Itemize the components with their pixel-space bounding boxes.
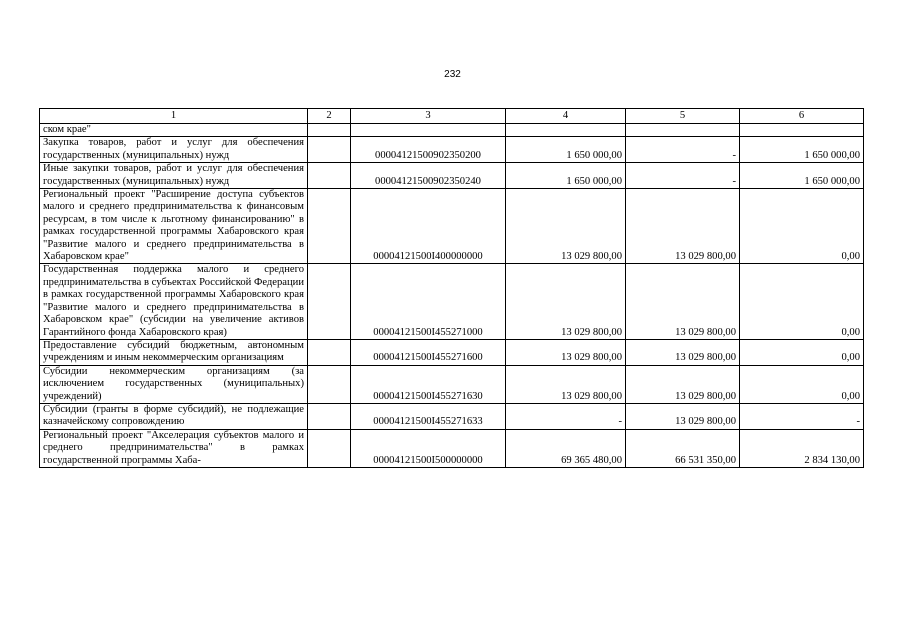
- page-number: 232: [444, 69, 461, 80]
- row-code: 00004121500902350200: [351, 137, 506, 163]
- row-code: 00004121500902350240: [351, 163, 506, 189]
- table-row: [40, 137, 864, 163]
- table-row: [40, 403, 864, 429]
- table-row: [40, 339, 864, 365]
- row-col-2: [308, 365, 351, 403]
- row-name: Региональный проект "Расширение доступа субъектов малого и среднего предпринимательства к финансовым ресурсам, в том числе к льготному финансированию" в рамках государственной программы Хабаровского края "Развитие малого и среднего предпринимательства в Хабаровском крае": [40, 189, 308, 264]
- row-col-4: 1 650 000,00: [506, 137, 626, 163]
- row-code: 00004121500I455271633: [351, 403, 506, 429]
- row-col-4: 13 029 800,00: [506, 264, 626, 339]
- row-name: Закупка товаров, работ и услуг для обеспечения государственных (муниципальных) нужд: [40, 137, 308, 163]
- table-row: [40, 163, 864, 189]
- table-row: [40, 264, 864, 339]
- row-code: [351, 124, 506, 137]
- row-code: 00004121500I500000000: [351, 429, 506, 467]
- row-col-2: [308, 403, 351, 429]
- header-col-3: 3: [351, 109, 506, 124]
- row-code: 00004121500I455271630: [351, 365, 506, 403]
- row-col-6: 1 650 000,00: [740, 163, 864, 189]
- row-col-5: -: [626, 137, 740, 163]
- budget-table: [39, 108, 864, 468]
- row-col-5: 66 531 350,00: [626, 429, 740, 467]
- row-col-2: [308, 124, 351, 137]
- table-row: [40, 124, 864, 137]
- row-col-4: 13 029 800,00: [506, 189, 626, 264]
- row-col-6: 0,00: [740, 365, 864, 403]
- row-col-4: 13 029 800,00: [506, 365, 626, 403]
- row-col-2: [308, 339, 351, 365]
- row-col-4: -: [506, 403, 626, 429]
- row-name: Субсидии некоммерческим организациям (за исключением государственных (муниципальных) учреждений): [40, 365, 308, 403]
- row-col-4: 69 365 480,00: [506, 429, 626, 467]
- row-name: Иные закупки товаров, работ и услуг для обеспечения государственных (муниципальных) нужд: [40, 163, 308, 189]
- row-col-4: 1 650 000,00: [506, 163, 626, 189]
- row-col-6: 0,00: [740, 189, 864, 264]
- table-row: [40, 189, 864, 264]
- row-col-6: 2 834 130,00: [740, 429, 864, 467]
- row-col-4: 13 029 800,00: [506, 339, 626, 365]
- header-col-4: 4: [506, 109, 626, 124]
- row-col-6: [740, 124, 864, 137]
- row-col-4: [506, 124, 626, 137]
- row-col-6: 1 650 000,00: [740, 137, 864, 163]
- row-col-2: [308, 137, 351, 163]
- row-col-5: 13 029 800,00: [626, 189, 740, 264]
- row-col-2: [308, 189, 351, 264]
- table-header-row: [40, 109, 864, 124]
- header-col-2: 2: [308, 109, 351, 124]
- row-col-5: 13 029 800,00: [626, 339, 740, 365]
- table-row: [40, 429, 864, 467]
- row-col-2: [308, 264, 351, 339]
- header-col-5: 5: [626, 109, 740, 124]
- table-row: [40, 365, 864, 403]
- row-col-6: 0,00: [740, 339, 864, 365]
- row-code: 00004121500I400000000: [351, 189, 506, 264]
- row-col-6: -: [740, 403, 864, 429]
- row-col-2: [308, 163, 351, 189]
- row-col-2: [308, 429, 351, 467]
- row-code: 00004121500I455271000: [351, 264, 506, 339]
- row-name: Государственная поддержка малого и среднего предпринимательства в субъектах Российской Федерации в рамках государственной программы Хабаровского края "Развитие малого и среднего предпринимательства в Хабаровском крае" (субсидии на увеличение активов Гарантийного фонда Хабаровского края): [40, 264, 308, 339]
- header-col-6: 6: [740, 109, 864, 124]
- header-col-1: 1: [40, 109, 308, 124]
- row-col-6: 0,00: [740, 264, 864, 339]
- row-code: 00004121500I455271600: [351, 339, 506, 365]
- row-name: Предоставление субсидий бюджетным, автономным учреждениям и иным некоммерческим организациям: [40, 339, 308, 365]
- row-col-5: -: [626, 163, 740, 189]
- row-name: Субсидии (гранты в форме субсидий), не подлежащие казначейскому сопровождению: [40, 403, 308, 429]
- row-col-5: 13 029 800,00: [626, 264, 740, 339]
- row-col-5: [626, 124, 740, 137]
- row-name: ском крае": [40, 124, 308, 137]
- row-col-5: 13 029 800,00: [626, 403, 740, 429]
- row-name: Региональный проект "Акселерация субъектов малого и среднего предпринимательства" в рамках государственной программы Хаба-: [40, 429, 308, 467]
- row-col-5: 13 029 800,00: [626, 365, 740, 403]
